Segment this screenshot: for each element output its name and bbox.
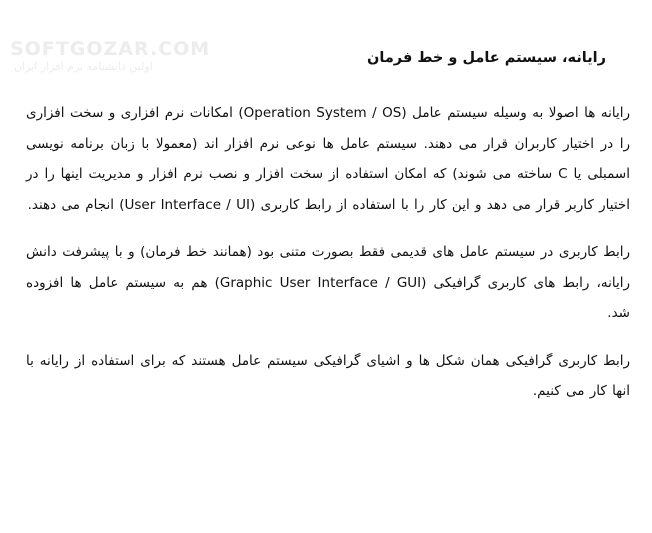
paragraph-graphical-interface: رابط کاربری گرافیکی همان شکل ها و اشیای گرافیکی سیستم عامل هستند که برای استفاده از رایانه با انها کار می کنیم. xyxy=(26,352,630,399)
watermark-brand: SOFTGOZAR.COM xyxy=(10,38,211,60)
paragraph-user-interface-history: رابط کاربری در سیستم عامل های قدیمی فقط بصورت متنی بود (همانند خط فرمان) و با پیشرفت دانش رایانه، رابط های کاربری گرافیکی (Graphic User Interface / GUI) هم به سیستم عامل ها افزوده شد. xyxy=(26,244,630,321)
document-title: رایانه، سیستم عامل و خط فرمان xyxy=(367,50,606,66)
paragraph-operating-system: رایانه ها اصولا به وسیله سیستم عامل (Operation System / OS) امکانات نرم افزاری و سخت افزاری را در اختیار کاربران قرار می دهند. سیستم عامل ها نوعی نرم افزار اند (معمولا با زبان برنامه نویسی اسمبلی یا C ساخته می شوند) که امکان استفاده از سخت افزار و نصب نرم افزار و مدیریت اینها را در اختیار کاربر قرار می دهد و این کار را با استفاده از رابط کاربری (User Interface / UI) انجام می دهند. xyxy=(26,105,630,213)
watermark-tagline: اولین دانشنامه نرم افزار ایران xyxy=(14,60,153,73)
document-page xyxy=(26,44,630,424)
